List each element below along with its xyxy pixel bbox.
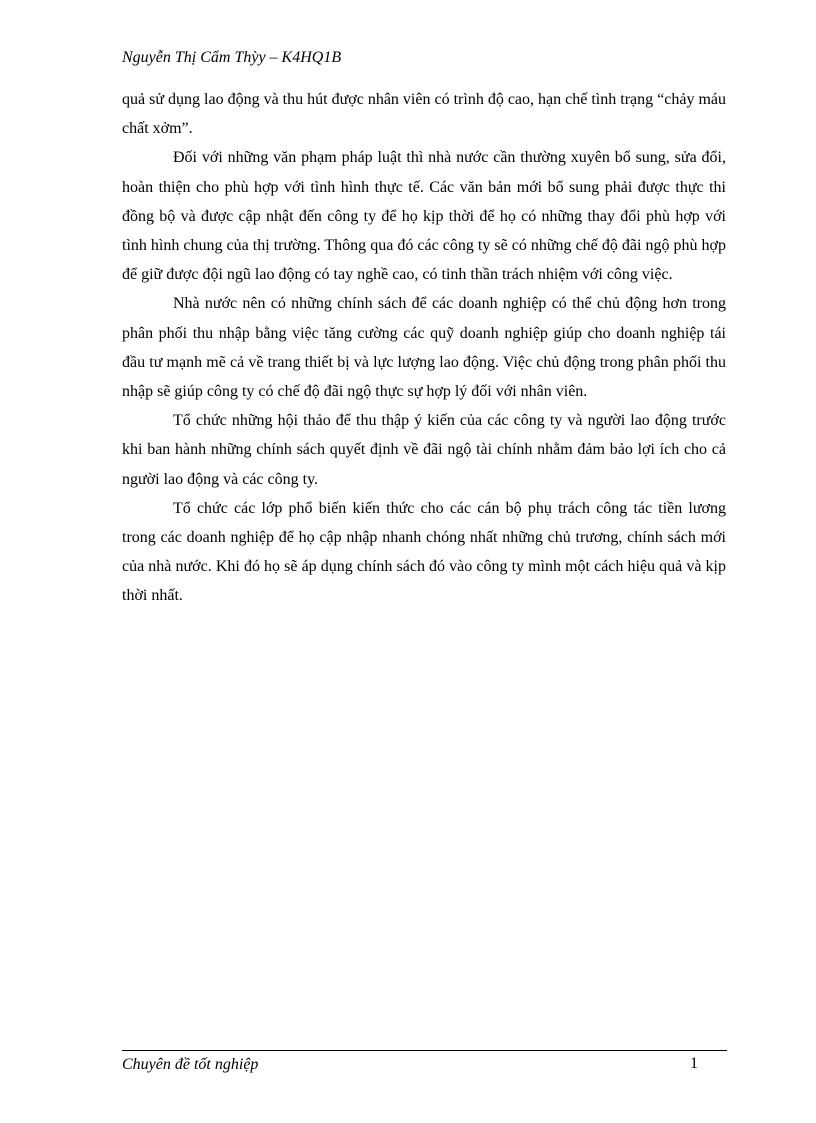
page-number: 1: [690, 1055, 698, 1072]
paragraph-income-distribution: Nhà nước nên có những chính sách để các doanh nghiệp có thể chủ động hơn trong phân phối thu nhập bằng việc tăng cường các quỹ doanh nghiệp giúp cho doanh nghiệp tái đầu tư mạnh mẽ cả về trang thiết bị và lực lượng lao động. Việc chủ động trong phân phối thu nhập sẽ giúp công ty có chế độ đãi ngộ thực sự hợp lý đối với nhân viên.: [122, 295, 726, 401]
footer-title: Chuyên đề tốt nghiệp: [122, 1056, 259, 1073]
body-text: [122, 85, 726, 611]
paragraph-continued: quả sử dụng lao động và thu hút được nhân viên có trình độ cao, hạn chế tình trạng “chảy máu chất xởm”.: [122, 91, 726, 138]
page-header-author: Nguyễn Thị Cẩm Thỳy – K4HQ1B: [122, 49, 342, 66]
paragraph-training-classes: Tổ chức các lớp phổ biến kiến thức cho các cán bộ phụ trách công tác tiền lương trong các doanh nghiệp để họ cập nhập nhanh chóng nhất những chủ trương, chính sách mới của nhà nước. Khi đó họ sẽ áp dụng chính sách đó vào công ty mình một cách hiệu quả và kịp thời nhất.: [122, 499, 726, 605]
paragraph-workshops: Tổ chức những hội thảo để thu thập ý kiến của các công ty và người lao động trước khi ban hành những chính sách quyết định về đãi ngộ tài chính nhằm đảm bảo lợi ích cho cả người lao động và các công ty.: [122, 412, 726, 488]
paragraph-legal-documents: Đối với những văn phạm pháp luật thì nhà nước cần thường xuyên bổ sung, sửa đổi, hoàn thiện cho phù hợp với tình hình thực tế. Các văn bản mới bổ sung phải được thực thi đồng bộ và được cập nhật đến công ty để họ kịp thời để họ có những thay đổi phù hợp với tình hình chung của thị trường. Thông qua đó các công ty sẽ có những chế độ đãi ngộ phù hợp để giữ được đội ngũ lao động có tay nghề cao, có tinh thần trách nhiệm với công việc.: [122, 149, 726, 284]
footer-divider: [122, 1050, 727, 1051]
